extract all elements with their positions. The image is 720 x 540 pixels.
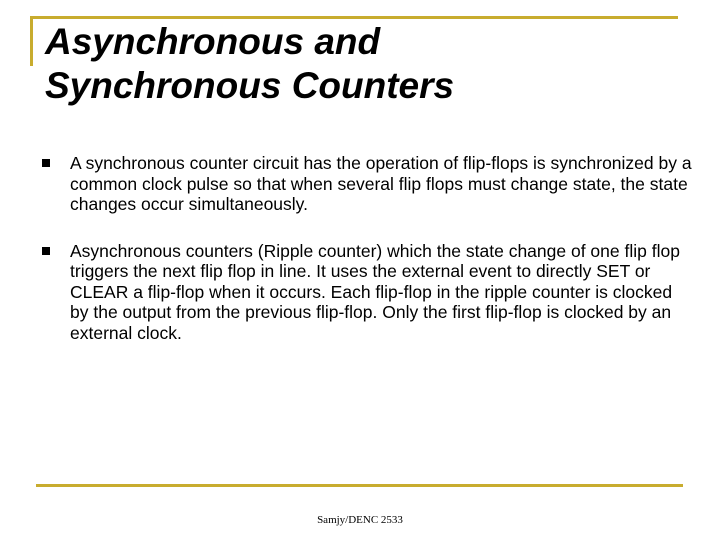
footer-rule	[36, 484, 683, 487]
bullet-item-asynchronous	[42, 241, 692, 344]
bullet-list	[42, 153, 692, 369]
slide-title-line-1: Asynchronous and	[45, 21, 381, 62]
bullet-text: Asynchronous counters (Ripple counter) which the state change of one flip flop triggers the next flip flop in line. It uses the external event to directly SET or CLEAR a flip-flop when it occurs. Each flip-flop in the ripple counter is clocked by the output from the previous flip-flop. Only the first flip-flop is clocked by an external clock.	[70, 240, 680, 343]
square-bullet-icon	[42, 159, 50, 167]
title-top-rule	[30, 16, 678, 19]
title-left-rule	[30, 16, 33, 66]
square-bullet-icon	[42, 247, 50, 255]
bullet-item-synchronous	[42, 153, 692, 215]
slide-footer: Samjy/DENC 2533	[317, 514, 403, 526]
slide-title	[45, 20, 685, 108]
bullet-text: A synchronous counter circuit has the operation of flip-flops is synchronized by a common clock pulse so that when several flip flops must change state, the state changes occur simultaneously.	[70, 153, 692, 214]
slide-title-line-2: Synchronous Counters	[45, 65, 455, 106]
